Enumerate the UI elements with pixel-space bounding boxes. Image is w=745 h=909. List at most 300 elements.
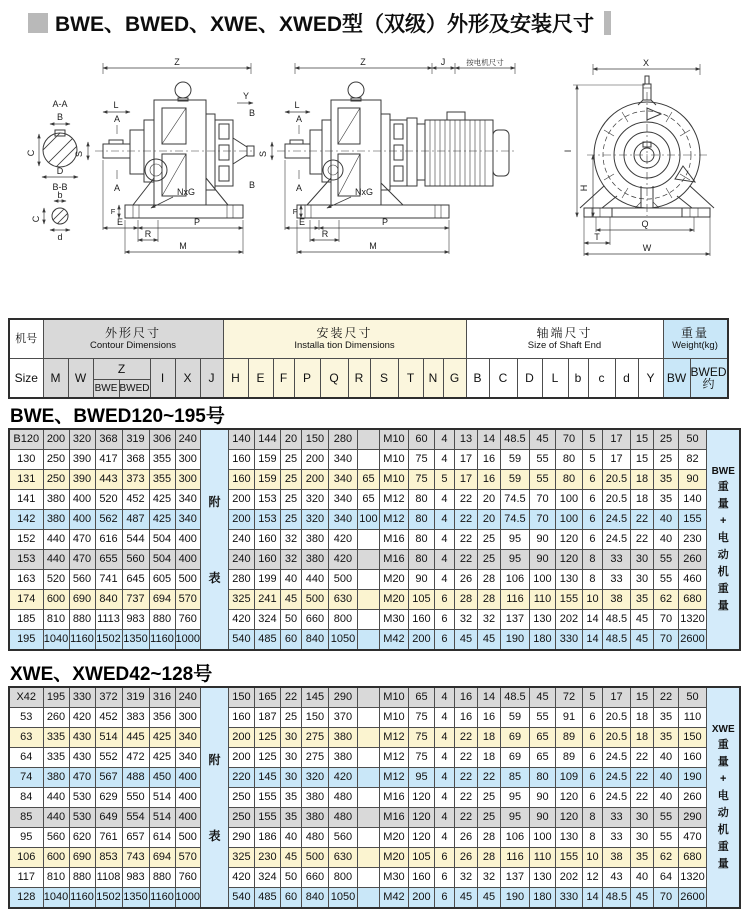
dim-value-cell: 335 <box>43 728 69 748</box>
dim-value-cell: 180 <box>529 630 555 651</box>
col-header-z: Z <box>93 359 150 380</box>
dim-value-cell <box>357 687 379 708</box>
dim-label-e: E <box>116 217 124 227</box>
dim-value-cell: 48.5 <box>602 888 630 909</box>
size-cell: 128 <box>9 888 43 909</box>
dim-value-cell: 70 <box>529 510 555 530</box>
dim-value-cell <box>357 708 379 728</box>
section-label-aa: A-A <box>52 99 68 109</box>
spec-row <box>9 687 740 708</box>
dim-value-cell: 48.5 <box>602 630 630 651</box>
dim-value-cell: 95 <box>500 788 529 808</box>
dim-value-cell: 430 <box>69 728 95 748</box>
label-nxg: NxG <box>355 187 373 197</box>
dim-value-cell: 90 <box>678 470 706 490</box>
dim-value-cell: 20 <box>477 490 500 510</box>
dim-label-r: R <box>144 229 152 239</box>
dim-value-cell: M42 <box>379 888 408 909</box>
dim-value-cell: 240 <box>175 429 200 450</box>
dim-value-cell: 186 <box>254 828 280 848</box>
dim-value-cell: M20 <box>379 828 408 848</box>
dim-value-cell: 69 <box>500 748 529 768</box>
dim-value-cell: 35 <box>653 728 678 748</box>
dim-value-cell: 560 <box>122 550 149 570</box>
dim-value-cell: 4 <box>434 429 454 450</box>
dim-value-cell: 116 <box>500 590 529 610</box>
dim-value-cell: 48.5 <box>602 610 630 630</box>
dim-value-cell: 75 <box>408 470 434 490</box>
dim-value-cell: 370 <box>328 708 357 728</box>
col-header-bwed-approx <box>690 359 728 399</box>
dim-value-cell: 487 <box>122 510 149 530</box>
dim-label-w: W <box>642 243 652 253</box>
dim-value-cell: 40 <box>630 868 653 888</box>
dim-value-cell: 6 <box>582 728 602 748</box>
size-cell: B120 <box>9 429 43 450</box>
col-header-m: M <box>43 359 68 399</box>
size-cell: 74 <box>9 768 43 788</box>
header-group-contour <box>43 319 223 359</box>
dim-value-cell: 690 <box>69 848 95 868</box>
section-arrow-a-top: A <box>113 114 121 124</box>
dim-value-cell: 629 <box>95 788 122 808</box>
spec-row <box>9 828 740 848</box>
dim-value-cell: 810 <box>43 610 69 630</box>
dim-value-cell: 554 <box>122 808 149 828</box>
dim-value-cell: 4 <box>434 490 454 510</box>
dim-value-cell: 8 <box>582 808 602 828</box>
dim-value-cell: 45 <box>630 630 653 651</box>
dim-value-cell: 660 <box>301 610 328 630</box>
dim-value-cell: 200 <box>408 888 434 909</box>
dim-value-cell: 380 <box>43 490 69 510</box>
col-header-p: P <box>294 359 320 399</box>
dim-value-cell: 373 <box>122 470 149 490</box>
drawing-bwed-side-view-with-motor <box>255 58 525 268</box>
dim-value-cell: 6 <box>582 470 602 490</box>
dim-value-cell: 275 <box>301 728 328 748</box>
dim-value-cell: 80 <box>408 510 434 530</box>
weight-en: Weight(kg) <box>672 340 718 352</box>
dim-value-cell: 380 <box>301 530 328 550</box>
dim-value-cell: 514 <box>149 788 175 808</box>
dim-value-cell: 250 <box>43 470 69 490</box>
dim-value-cell: 440 <box>43 788 69 808</box>
dim-value-cell: 440 <box>43 808 69 828</box>
dim-value-cell: 383 <box>122 708 149 728</box>
dim-value-cell: 17 <box>454 470 477 490</box>
dim-value-cell: 55 <box>653 808 678 828</box>
spec-row <box>9 590 740 610</box>
dim-value-cell: 95 <box>408 768 434 788</box>
dim-value-cell: 380 <box>301 788 328 808</box>
col-header-t: T <box>398 359 423 399</box>
dim-value-cell: 430 <box>69 748 95 768</box>
dim-label-d-upper: D <box>56 166 64 176</box>
dim-value-cell: 35 <box>280 788 301 808</box>
dim-value-cell: 28 <box>477 570 500 590</box>
dim-value-cell: 110 <box>529 590 555 610</box>
dim-value-cell: 470 <box>678 828 706 848</box>
size-cell: 64 <box>9 748 43 768</box>
dim-value-cell: 14 <box>477 429 500 450</box>
dim-value-cell: 160 <box>678 748 706 768</box>
dim-value-cell: 340 <box>328 510 357 530</box>
dim-value-cell: 450 <box>149 768 175 788</box>
dim-value-cell: M12 <box>379 490 408 510</box>
dim-value-cell: 290 <box>678 808 706 828</box>
dim-value-cell: 45 <box>529 687 555 708</box>
dim-value-cell: 6 <box>582 748 602 768</box>
dim-value-cell: 250 <box>228 788 254 808</box>
dim-value-cell: 12 <box>582 868 602 888</box>
dim-value-cell: 380 <box>43 510 69 530</box>
dim-value-cell: 145 <box>254 768 280 788</box>
dim-value-cell: 356 <box>149 708 175 728</box>
dim-value-cell: 275 <box>301 748 328 768</box>
dim-value-cell: 190 <box>500 630 529 651</box>
dim-value-cell: 30 <box>630 828 653 848</box>
dim-value-cell: 22 <box>653 687 678 708</box>
dim-value-cell: 335 <box>43 748 69 768</box>
dim-value-cell: 100 <box>529 828 555 848</box>
col-header-l: L <box>542 359 568 399</box>
dim-value-cell: 70 <box>529 490 555 510</box>
dim-value-cell: 420 <box>328 768 357 788</box>
dim-value-cell: 355 <box>149 450 175 470</box>
dim-value-cell: 300 <box>175 450 200 470</box>
dim-value-cell: 20 <box>477 510 500 530</box>
dim-value-cell: 630 <box>328 590 357 610</box>
dim-value-cell: 6 <box>582 490 602 510</box>
dim-value-cell: 1350 <box>122 630 149 651</box>
dim-value-cell: 22 <box>454 510 477 530</box>
dim-value-cell: 150 <box>228 687 254 708</box>
col-header-i: I <box>150 359 175 399</box>
dim-value-cell: 109 <box>555 768 582 788</box>
dim-value-cell: 30 <box>630 808 653 828</box>
dim-value-cell: 50 <box>280 868 301 888</box>
dim-value-cell: 425 <box>149 490 175 510</box>
dim-value-cell: 200 <box>228 490 254 510</box>
dim-value-cell: 80 <box>555 450 582 470</box>
dim-label-f-foot: F <box>292 207 298 216</box>
dim-value-cell: 160 <box>254 530 280 550</box>
size-cell: 95 <box>9 828 43 848</box>
dim-value-cell: 120 <box>408 788 434 808</box>
dim-value-cell: 14 <box>582 888 602 909</box>
dim-value-cell: 325 <box>228 590 254 610</box>
dim-value-cell: 110 <box>529 848 555 868</box>
col-header-z-bwe: BWE <box>93 380 119 399</box>
dim-value-cell: 100 <box>357 510 379 530</box>
dim-value-cell <box>357 748 379 768</box>
dim-value-cell: 600 <box>43 590 69 610</box>
dim-value-cell: 16 <box>454 687 477 708</box>
header-group-shaft-end <box>466 319 663 359</box>
header-size-en: Size <box>9 359 43 399</box>
dim-value-cell: 320 <box>301 768 328 788</box>
dim-value-cell: 655 <box>95 550 122 570</box>
dim-value-cell: 4 <box>434 530 454 550</box>
dim-value-cell: 85 <box>500 768 529 788</box>
dim-value-cell: 400 <box>175 808 200 828</box>
dim-value-cell: 150 <box>301 429 328 450</box>
dim-value-cell: 100 <box>555 510 582 530</box>
dim-value-cell: 240 <box>175 687 200 708</box>
dim-value-cell: 420 <box>228 610 254 630</box>
dim-value-cell: 6 <box>582 510 602 530</box>
dim-value-cell: 880 <box>69 610 95 630</box>
bwed-line2: 约 <box>702 377 715 391</box>
dim-value-cell: 65 <box>357 470 379 490</box>
bwed-line1: BWED <box>690 365 727 379</box>
dim-value-cell: 520 <box>95 490 122 510</box>
dim-value-cell: 16 <box>477 708 500 728</box>
dim-value-cell: 155 <box>678 510 706 530</box>
dim-value-cell: 420 <box>69 708 95 728</box>
col-header-c-lower: c <box>588 359 615 399</box>
dim-value-cell: 48.5 <box>500 429 529 450</box>
dim-value-cell: 300 <box>175 470 200 490</box>
dim-value-cell: 150 <box>678 728 706 748</box>
dim-label-y: Y <box>242 91 250 101</box>
dim-value-cell: 380 <box>328 728 357 748</box>
dim-value-cell: 187 <box>254 708 280 728</box>
spec-row <box>9 550 740 570</box>
dim-value-cell: 95 <box>500 550 529 570</box>
dim-value-cell: 82 <box>678 450 706 470</box>
spec-row <box>9 788 740 808</box>
dim-value-cell: 159 <box>254 470 280 490</box>
dim-value-cell: 1108 <box>95 868 122 888</box>
dim-value-cell: 199 <box>254 570 280 590</box>
dim-value-cell: 89 <box>555 748 582 768</box>
weight-formula-note-cell: XWE 重 量 + 电 动 机 重 量 <box>706 687 740 908</box>
dim-value-cell: 20.5 <box>602 708 630 728</box>
dim-label-s: S <box>74 150 84 158</box>
dim-value-cell: 4 <box>434 450 454 470</box>
dim-value-cell: 6 <box>582 768 602 788</box>
dim-value-cell: 425 <box>149 510 175 530</box>
dim-value-cell: 514 <box>149 808 175 828</box>
dim-value-cell: 560 <box>328 828 357 848</box>
dim-value-cell: M12 <box>379 510 408 530</box>
dim-value-cell: 30 <box>280 768 301 788</box>
dim-value-cell: 420 <box>228 868 254 888</box>
dim-value-cell: 50 <box>280 610 301 630</box>
spec-row <box>9 868 740 888</box>
dim-value-cell: 25 <box>477 550 500 570</box>
dim-label-b-upper: B <box>56 112 64 122</box>
dim-value-cell: 25 <box>477 788 500 808</box>
dim-value-cell: 32 <box>280 550 301 570</box>
shaft-en: Size of Shaft End <box>527 340 602 352</box>
spec-row <box>9 748 740 768</box>
dim-value-cell: 5 <box>582 429 602 450</box>
dim-value-cell: 106 <box>500 828 529 848</box>
dim-value-cell: 4 <box>434 570 454 590</box>
dim-value-cell: 605 <box>149 570 175 590</box>
dim-label-z: Z <box>360 57 366 67</box>
dim-value-cell: 110 <box>678 708 706 728</box>
dim-value-cell: 30 <box>630 550 653 570</box>
dim-value-cell: 690 <box>69 590 95 610</box>
dim-value-cell: M30 <box>379 610 408 630</box>
dim-value-cell: 4 <box>434 748 454 768</box>
dim-value-cell: 38 <box>602 848 630 868</box>
dim-value-cell: 64 <box>653 868 678 888</box>
dim-value-cell: 105 <box>408 590 434 610</box>
dim-value-cell: 560 <box>43 828 69 848</box>
dim-value-cell: 22 <box>454 490 477 510</box>
dim-value-cell: 10 <box>582 590 602 610</box>
dim-value-cell: 240 <box>228 550 254 570</box>
size-cell: 106 <box>9 848 43 868</box>
dim-value-cell: 15 <box>630 687 653 708</box>
drawing-bwe-side-view <box>25 58 255 268</box>
dim-value-cell: 445 <box>122 728 149 748</box>
dim-value-cell: 260 <box>678 788 706 808</box>
dim-value-cell: 25 <box>477 808 500 828</box>
dim-value-cell: 190 <box>678 768 706 788</box>
dim-value-cell: 340 <box>328 490 357 510</box>
dim-value-cell: 260 <box>678 550 706 570</box>
dim-value-cell: 22 <box>630 788 653 808</box>
dim-value-cell: 22 <box>454 748 477 768</box>
dim-value-cell: 144 <box>254 429 280 450</box>
dim-value-cell: 355 <box>149 470 175 490</box>
size-cell: 117 <box>9 868 43 888</box>
dim-value-cell: 290 <box>228 828 254 848</box>
dim-value-cell: 6 <box>434 888 454 909</box>
contour-cn: 外形尺寸 <box>104 326 161 341</box>
dim-value-cell: 70 <box>653 610 678 630</box>
dim-value-cell <box>357 570 379 590</box>
dim-value-cell: 6 <box>434 868 454 888</box>
dim-value-cell: 480 <box>328 808 357 828</box>
dim-value-cell: 320 <box>301 510 328 530</box>
dim-value-cell: 500 <box>175 828 200 848</box>
dim-value-cell: 33 <box>602 570 630 590</box>
dim-value-cell: 1320 <box>678 610 706 630</box>
dim-value-cell: 380 <box>328 748 357 768</box>
dim-value-cell: 5 <box>434 470 454 490</box>
dim-value-cell: 202 <box>555 868 582 888</box>
dim-value-cell: 150 <box>301 708 328 728</box>
dim-value-cell: 18 <box>630 490 653 510</box>
dim-value-cell: 400 <box>175 788 200 808</box>
dim-value-cell: 106 <box>500 570 529 590</box>
dim-value-cell: 28 <box>454 590 477 610</box>
dim-value-cell: 155 <box>555 848 582 868</box>
size-cell: 131 <box>9 470 43 490</box>
install-cn: 安装尺寸 <box>316 326 373 341</box>
dim-value-cell: 425 <box>149 728 175 748</box>
dim-value-cell: 28 <box>477 828 500 848</box>
dim-value-cell: 137 <box>500 610 529 630</box>
dim-value-cell: 400 <box>175 530 200 550</box>
dim-value-cell: 16 <box>454 708 477 728</box>
col-header-d-lower: d <box>615 359 638 399</box>
size-cell: 153 <box>9 550 43 570</box>
dim-value-cell: 22 <box>630 748 653 768</box>
spec-row <box>9 530 740 550</box>
dim-value-cell: 8 <box>582 570 602 590</box>
dim-value-cell: 880 <box>149 868 175 888</box>
dim-value-cell: M10 <box>379 429 408 450</box>
dim-value-cell: 65 <box>357 490 379 510</box>
col-header-s: S <box>370 359 398 399</box>
dim-value-cell: 4 <box>434 828 454 848</box>
dim-value-cell: 25 <box>477 530 500 550</box>
dim-value-cell: 32 <box>477 610 500 630</box>
section-arrow-a-top: A <box>295 114 303 124</box>
dim-value-cell: 330 <box>69 687 95 708</box>
dim-value-cell: 440 <box>301 570 328 590</box>
dim-value-cell: 26 <box>454 570 477 590</box>
dim-value-cell: 25 <box>280 708 301 728</box>
dim-value-cell: 500 <box>328 570 357 590</box>
dim-value-cell: 325 <box>228 848 254 868</box>
dim-label-p: P <box>381 217 389 227</box>
dim-value-cell: 75 <box>408 728 434 748</box>
dim-value-cell: 95 <box>500 530 529 550</box>
dim-value-cell: 230 <box>678 530 706 550</box>
dim-value-cell: 544 <box>122 530 149 550</box>
dim-value-cell: 400 <box>175 550 200 570</box>
dim-value-cell: 1502 <box>95 888 122 909</box>
dim-value-cell: 390 <box>69 470 95 490</box>
dim-value-cell: 200 <box>228 510 254 530</box>
dim-value-cell: 45 <box>529 429 555 450</box>
dim-value-cell: 33 <box>602 828 630 848</box>
section-label-bb: B-B <box>52 182 68 192</box>
dim-value-cell: 91 <box>555 708 582 728</box>
dim-value-cell: 8 <box>582 550 602 570</box>
dim-value-cell: 24.5 <box>602 768 630 788</box>
dim-value-cell: 4 <box>434 708 454 728</box>
dim-value-cell: 75 <box>408 748 434 768</box>
dim-value-cell: 45 <box>454 630 477 651</box>
dim-value-cell: 514 <box>95 728 122 748</box>
dim-value-cell: 800 <box>328 610 357 630</box>
dim-value-cell: 25 <box>653 450 678 470</box>
dim-value-cell: M12 <box>379 768 408 788</box>
dim-value-cell: 425 <box>149 748 175 768</box>
dim-value-cell: 30 <box>280 728 301 748</box>
dim-value-cell: 6 <box>434 590 454 610</box>
dim-value-cell: 880 <box>149 610 175 630</box>
dim-value-cell: 340 <box>175 510 200 530</box>
dim-value-cell: 160 <box>408 610 434 630</box>
dim-value-cell: 190 <box>500 888 529 909</box>
dim-value-cell: 32 <box>454 868 477 888</box>
dim-value-cell <box>357 828 379 848</box>
dim-value-cell: M12 <box>379 728 408 748</box>
dim-value-cell: 33 <box>602 808 630 828</box>
dim-value-cell: M16 <box>379 788 408 808</box>
dim-value-cell: 810 <box>43 868 69 888</box>
dim-value-cell: 840 <box>95 590 122 610</box>
dim-value-cell: 22 <box>454 530 477 550</box>
dim-value-cell: 540 <box>228 630 254 651</box>
col-header-h: H <box>223 359 248 399</box>
dim-value-cell: 330 <box>555 630 582 651</box>
dim-value-cell: 390 <box>69 450 95 470</box>
size-cell: 53 <box>9 708 43 728</box>
spec-row <box>9 429 740 450</box>
